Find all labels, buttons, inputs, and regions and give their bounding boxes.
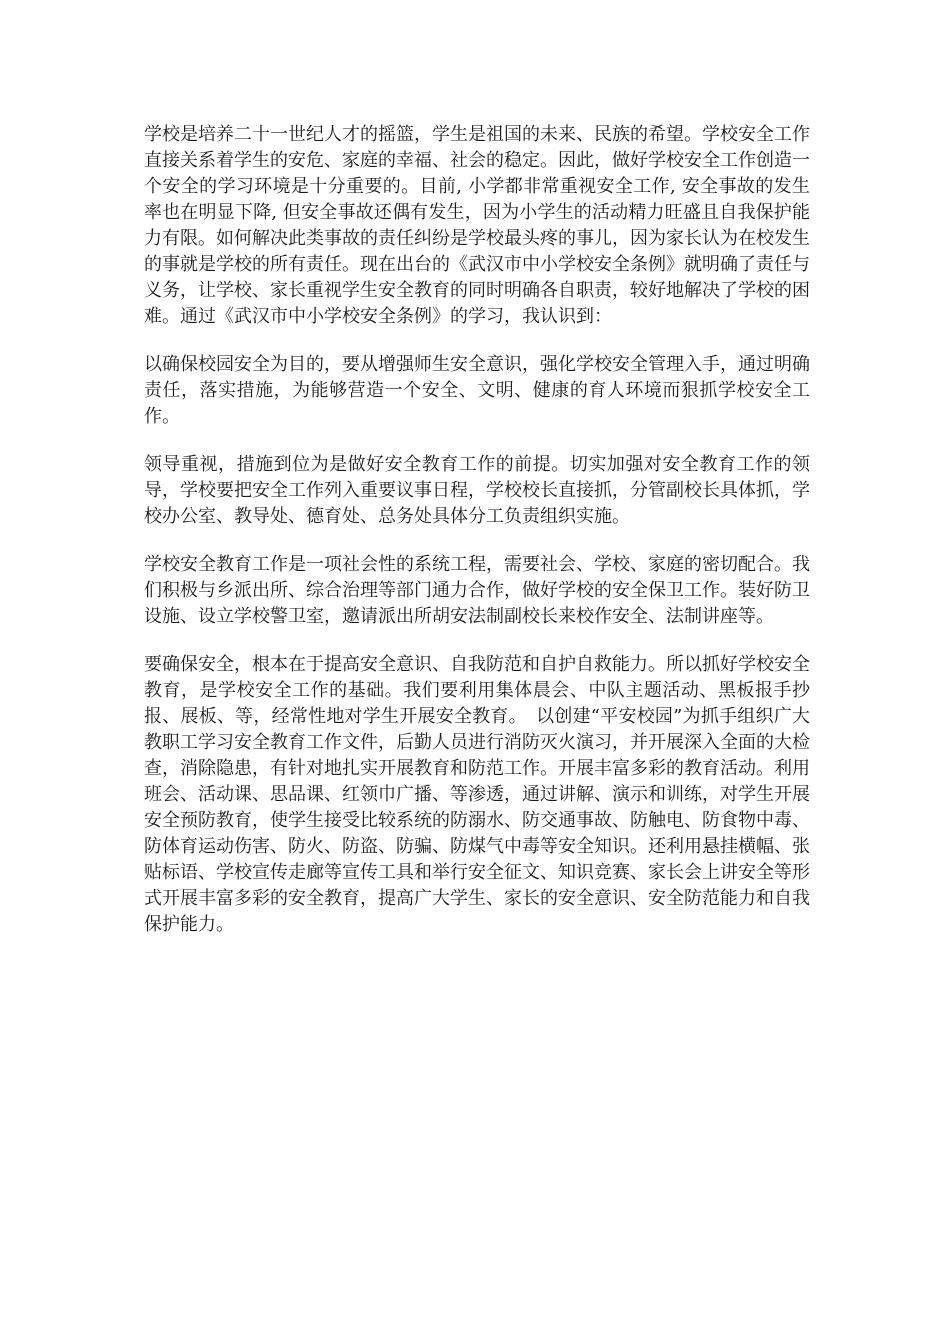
paragraph-leadership: 领导重视，措施到位为是做好安全教育工作的前提。切实加强对安全教育工作的领导，学校要把安全工作列入重要议事日程，学校校长直接抓，分管副校长具体抓，学校办公室、教导处、德育处、总务处具体分工负责组织实施。 bbox=[144, 454, 810, 527]
paragraph-education: 要确保安全，根本在于提高安全意识、自我防范和自护自救能力。所以抓好学校安全教育，是学校安全工作的基础。我们要利用集体晨会、中队主题活动、黑板报手抄报、展板、等，经常性地对学生开展安全教育。 以创建“平安校园”为抓手组织广大教职工学习安全教育工作文件，后勤人员进行消防灭火演习，并开展深入全面的大检查，消除隐患，有针对地扎实开展教育和防范工作。开展丰富多彩的教育活动。利用班会、活动课、思品课、红领巾广播、等渗透，通过讲解、演示和训练，对学生开展安全预防教育，使学生接受比较系统的防溺水、防交通事故、防触电、防食物中毒、防体育运动伤害、防火、防盗、防骗、防煤气中毒等安全知识。还利用悬挂横幅、张贴标语、学校宣传走廊等宣传工具和举行安全征文、知识竞赛、家长会上讲安全等形式开展丰富多彩的安全教育，提高广大学生、家长的安全意识、安全防范能力和自我保护能力。 bbox=[144, 654, 810, 935]
paragraph-intro: 学校是培养二十一世纪人才的摇篮，学生是祖国的未来、民族的希望。学校安全工作直接关系着学生的安危、家庭的幸福、社会的稳定。因此，做好学校安全工作创造一个安全的学习环境是十分重要的。目前, 小学都非常重视安全工作, 安全事故的发生率也在明显下降, 但安全事故还偶有发生，因为小学生的活动精力旺盛且自我保护能力有限。如何解决此类事故的责任纠纷是学校最头疼的事儿，因为家长认为在校发生的事就是学校的所有责任。现在出台的《武汉市中小学校安全条例》就明确了责任与义务，让学校、家长重视学生安全教育的同时明确各自职责，较好地解决了学校的困难。通过《武汉市中小学校安全条例》的学习，我认识到： bbox=[144, 124, 810, 327]
document-body bbox=[144, 122, 810, 960]
paragraph-cooperation: 学校安全教育工作是一项社会性的系统工程，需要社会、学校、家庭的密切配合。我们积极与乡派出所、综合治理等部门通力合作，做好学校的安全保卫工作。装好防卫设施、设立学校警卫室，邀请派出所胡安法制副校长来校作安全、法制讲座等。 bbox=[144, 554, 810, 627]
paragraph-goal: 以确保校园安全为目的，要从增强师生安全意识，强化学校安全管理入手，通过明确责任，落实措施，为能够营造一个安全、文明、健康的育人环境而狠抓学校安全工作。 bbox=[144, 354, 810, 427]
